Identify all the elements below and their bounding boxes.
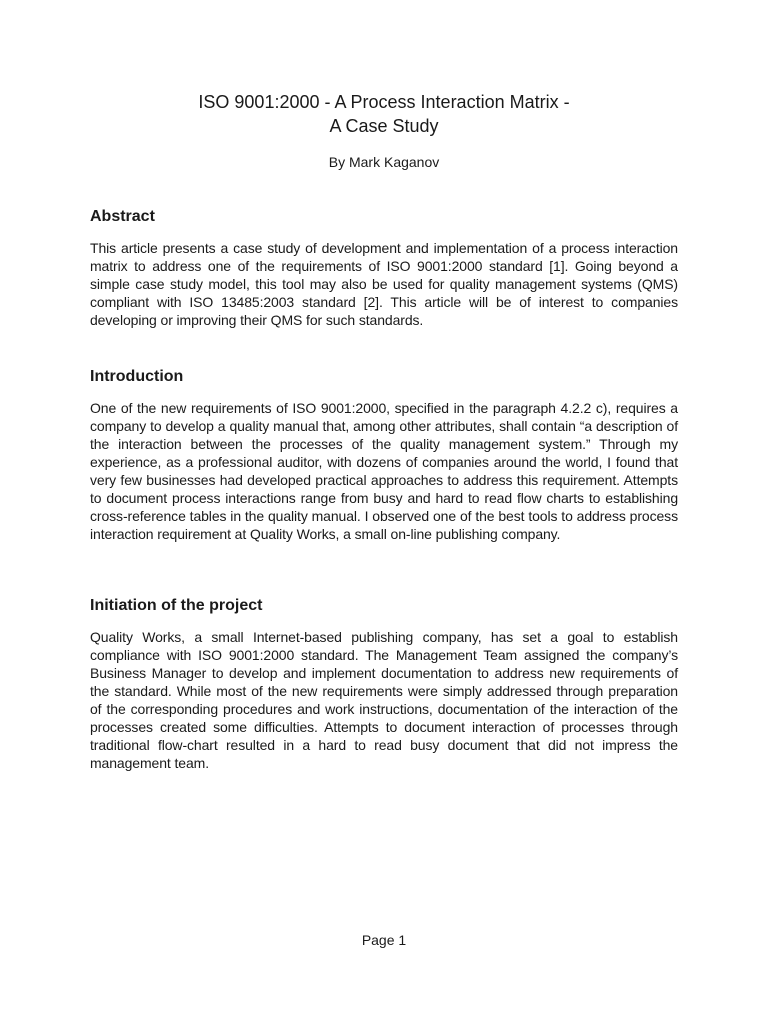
page-title (90, 90, 678, 138)
title-line-2: A Case Study (329, 116, 439, 136)
section-heading: Abstract (90, 208, 155, 225)
section-initiation (90, 596, 678, 772)
title-line-1: ISO 9001:2000 - A Process Interaction Matrix - (198, 92, 570, 112)
author-byline: By Mark Kaganov (328, 154, 440, 170)
section-introduction (90, 367, 678, 543)
section-heading: Initiation of the project (90, 597, 263, 614)
section-body: This article presents a case study of development and implementation of a process interaction matrix to address one of the requirements of ISO 9001:2000 standard [1]. Going beyond a simple case study model, this tool may also be used for quality management systems (QMS) compliant with ISO 13485:2003 standard [2]. This article will be of interest to companies developing or improving their QMS for such standards. (90, 240, 678, 328)
section-body: One of the new requirements of ISO 9001:2000, specified in the paragraph 4.2.2 c), requires a company to develop a quality manual that, among other attributes, shall contain “a description of the interaction between the processes of the quality management system.” Through my experience, as a professional auditor, with dozens of companies around the world, I found that very few businesses had developed practical approaches to address this requirement. Attempts to document process interactions range from busy and hard to read flow charts to establishing cross-reference tables in the quality manual. I observed one of the best tools to address process interaction requirement at Quality Works, a small on-line publishing company. (90, 400, 678, 542)
section-heading: Introduction (90, 368, 184, 385)
section-abstract (90, 207, 678, 329)
page-number: Page 1 (361, 932, 407, 948)
section-body: Quality Works, a small Internet-based publishing company, has set a goal to establish compliance with ISO 9001:2000 standard. The Management Team assigned the company’s Business Manager to develop and implement documentation to address new requirements of the standard. While most of the new requirements were simply addressed through preparation of the corresponding procedures and work instructions, documentation of the interaction of the processes created some difficulties. Attempts to document interaction of processes through traditional flow-chart resulted in a hard to read busy document that did not impress the management team. (90, 629, 678, 771)
